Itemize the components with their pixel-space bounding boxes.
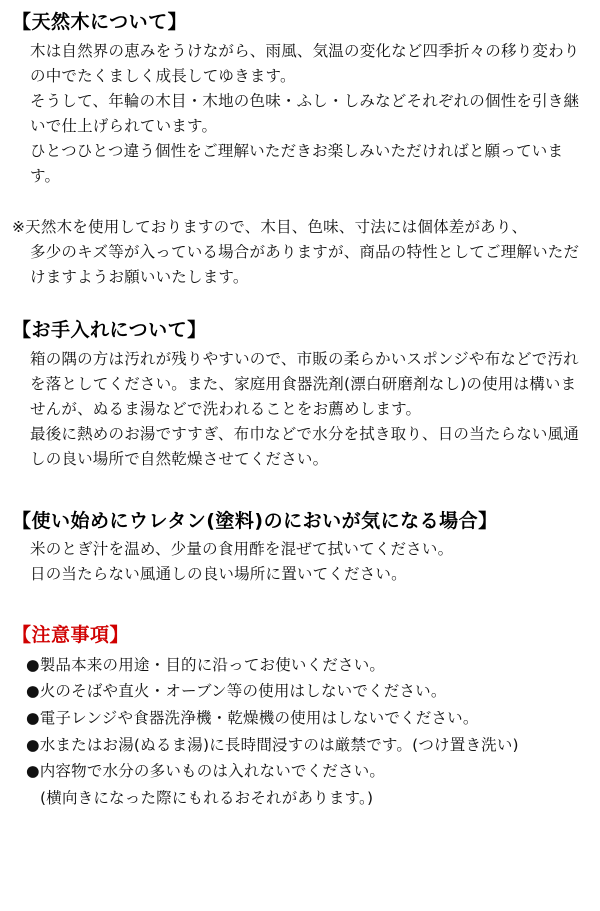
list-item [26, 705, 586, 732]
bullet-mark-icon: ● [26, 735, 40, 754]
bullet-mark-icon: ● [26, 682, 40, 701]
spacer [12, 587, 586, 621]
paragraph-care-1: 箱の隅の方は汚れが残りやすいので、市販の柔らかいスポンジや布などで汚れを落としてください。また、家庭用食器洗剤(漂白研磨剤なし)の使用は構いませんが、ぬるま湯などで洗われることをお薦めします。 [30, 349, 579, 419]
list-item [26, 652, 586, 679]
list-item [26, 758, 586, 785]
paragraph-natural-wood-1: 木は自然界の恵みをうけながら、雨風、気温の変化など四季折々の移り変わりの中でたくましく成長してゆきます。 [30, 41, 580, 85]
bullet-mark-icon: ● [26, 709, 40, 728]
list-item-label: 内容物で水分の多いものは入れないでください。 [39, 762, 386, 781]
note-prefix: ※天然木を使用しておりますので、木目、色味、寸法には個体差があり、 [12, 218, 528, 237]
paragraph-natural-wood-2: そうして、年輪の木目・木地の色味・ふし・しみなどそれぞれの個性を引き継いで仕上げられています。 [30, 91, 580, 135]
section-natural-wood [12, 8, 586, 290]
list-item-label: 製品本来の用途・目的に沿ってお使いください。 [39, 655, 386, 674]
section-heading-natural-wood: 【天然木について】 [12, 11, 188, 33]
spacer [12, 290, 586, 316]
bullet-mark-icon: ● [26, 762, 40, 781]
list-item [26, 678, 586, 705]
list-item [26, 732, 586, 759]
spacer [12, 473, 586, 507]
caution-sub-line: (横向きになった際にもれるおそれがあります。) [40, 789, 374, 808]
section-cautions [12, 621, 586, 811]
paragraph-urethane-1: 米のとぎ汁を温め、少量の食用酢を混ぜて拭いてください。 [30, 540, 454, 559]
paragraph-natural-wood-3: ひとつひとつ違う個性をご理解いただきお楽しみいただければと願っています。 [30, 141, 564, 186]
bullet-mark-icon: ● [26, 655, 40, 674]
caution-list [12, 652, 586, 785]
section-heading-urethane-smell: 【使い始めにウレタン(塗料)のにおいが気になる場合】 [12, 509, 498, 532]
section-care [12, 316, 586, 472]
note-natural-wood [12, 215, 586, 290]
section-heading-care: 【お手入れについて】 [12, 319, 207, 342]
section-urethane-smell [12, 507, 586, 588]
list-item-label: 電子レンジや食器洗浄機・乾燥機の使用はしないでください。 [39, 709, 479, 728]
list-item-label: 火のそばや直火・オーブン等の使用はしないでください。 [39, 682, 447, 701]
paragraph-urethane-2: 日の当たらない風通しの良い場所に置いてください。 [30, 565, 407, 584]
paragraph-care-2: 最後に熱めのお湯ですすぎ、布巾などで水分を拭き取り、日の当たらない風通しの良い場所で自然乾燥させてください。 [30, 425, 580, 469]
section-heading-cautions: 【注意事項】 [12, 624, 130, 647]
spacer [12, 189, 586, 215]
list-item-label: 水またはお湯(ぬるま湯)に長時間浸すのは厳禁です。(つけ置き洗い) [39, 735, 519, 754]
note-continuation: 多少のキズ等が入っている場合がありますが、商品の特性としてご理解いただけますようお願いいたします。 [30, 243, 580, 287]
